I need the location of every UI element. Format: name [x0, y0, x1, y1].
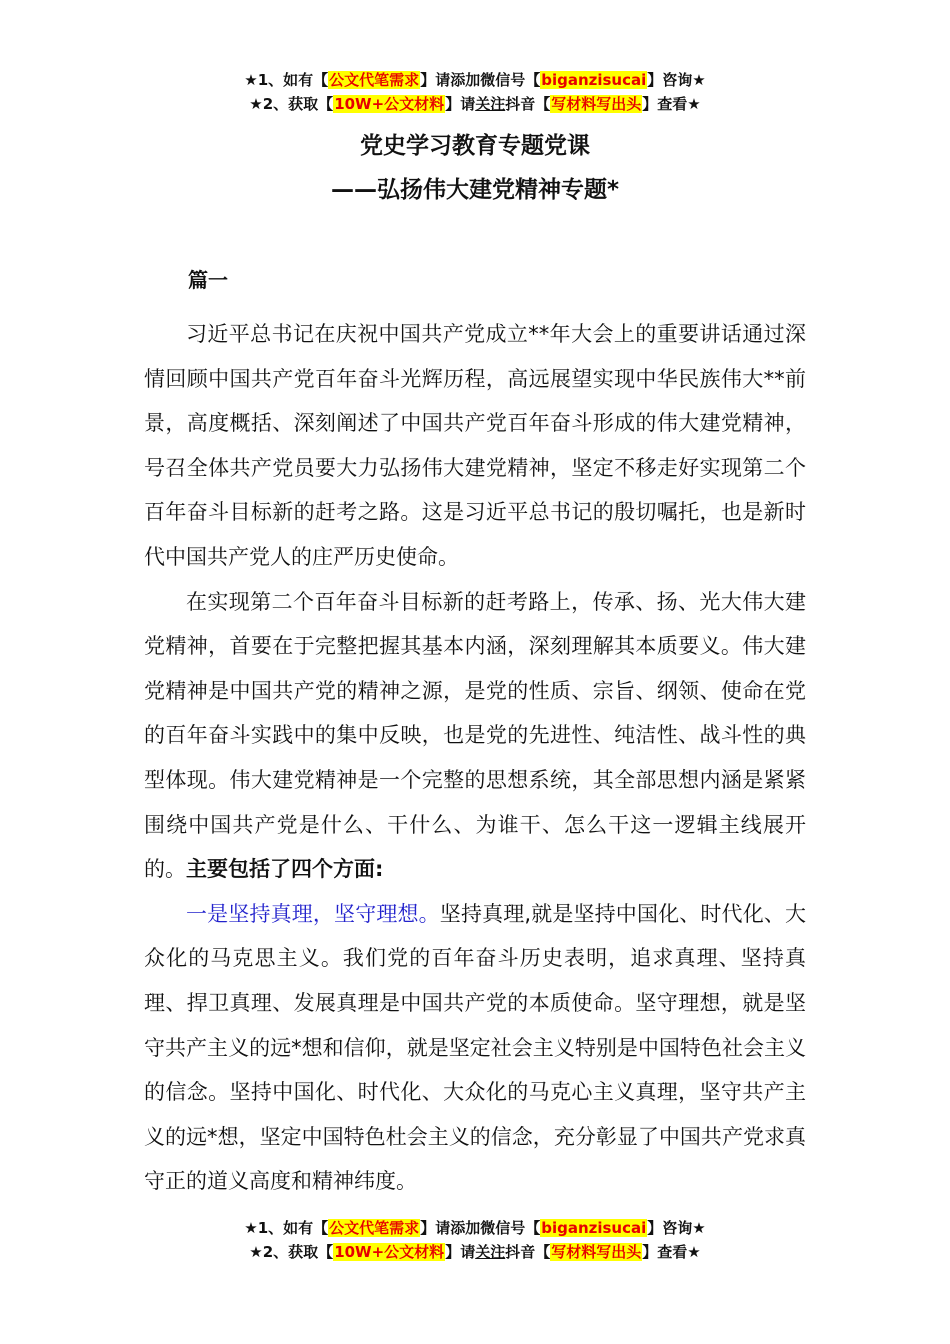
douyin-account-highlight: 写材料写出头: [551, 1243, 642, 1261]
document-title: 党史学习教育专题党课: [360, 133, 590, 159]
paragraph-3: 一是坚持真理，坚守理想。坚持真理,就是坚持中国化、时代化、大众化的马克思主义。我们党的百年奋斗历史表明，追求真理、坚持真理、捍卫真理、发展真理是中国共产党的本质使命。坚守理想，就是坚守共产主义的远*想和信仰，就是坚定社会主义特别是中国特色社会主义的信念。坚持中国化、时代化、大众化的马克心主义真理，坚守共产主义的远*想，坚定中国特色杜会主义的信念，充分彰显了中国共产党求真守正的道义高度和精神纬度。: [144, 901, 806, 1194]
promo-line-2: ★2、获取【10W+公文材料】请关注抖音【写材料写出头】查看★: [249, 95, 701, 113]
promo-banner-top: [0, 68, 950, 116]
materials-highlight: 10W+公文材料: [334, 1243, 445, 1261]
materials-highlight: 10W+公文材料: [334, 95, 445, 113]
promo-line-1: ★1、如有【公文代笔需求】请添加微信号【biganzisucai】咨询★: [244, 71, 706, 89]
section-label: 篇一: [188, 268, 228, 292]
four-aspects-lead: 主要包括了四个方面:: [186, 857, 384, 882]
point-one-heading: 一是坚持真理，坚守理想。: [186, 901, 440, 926]
wechat-demand-highlight: 公文代笔需求: [329, 1219, 420, 1237]
promo-banner-bottom: [0, 1216, 950, 1264]
paragraph-2: 在实现第二个百年奋斗目标新的赶考路上，传承、扬、光大伟大建党精神，首要在于完整把握其基本内涵，深刻理解其本质要义。伟大建党精神是中国共产党的精神之源，是党的性质、宗旨、纲领、使命在党的百年奋斗实践中的集中反映，也是党的先进性、纯洁性、战斗性的典型体现。伟大建党精神是一个完整的思想系统，其全部思想内涵是紧紧围绕中国共产党是什么、干什么、为谁干、怎么干这一逻辑主线展开的。主要包括了四个方面:: [144, 589, 806, 882]
document-subtitle: ——弘扬伟大建党精神专题*: [330, 177, 620, 203]
douyin-account-highlight: 写材料写出头: [551, 95, 642, 113]
paragraph-1: 习近平总书记在庆祝中国共产党成立**年大会上的重要讲话通过深情回顾中国共产党百年奋斗光辉历程，高远展望实现中华民族伟大**前景，高度概括、深刻阐述了中国共产党百年奋斗形成的伟大建党精神，号召全体共产党员要大力弘扬伟大建党精神，坚定不移走好实现第二个百年奋斗目标新的赶考之路。这是习近平总书记的殷切嘱托，也是新时代中国共产党人的庄严历史使命。: [144, 322, 806, 569]
wechat-id-highlight: biganzisucai: [541, 1219, 647, 1237]
document-body: [144, 312, 806, 1204]
wechat-demand-highlight: 公文代笔需求: [329, 71, 420, 89]
promo-line-1: ★1、如有【公文代笔需求】请添加微信号【biganzisucai】咨询★: [244, 1219, 706, 1237]
promo-line-2: ★2、获取【10W+公文材料】请关注抖音【写材料写出头】查看★: [249, 1243, 701, 1261]
wechat-id-highlight: biganzisucai: [541, 71, 647, 89]
